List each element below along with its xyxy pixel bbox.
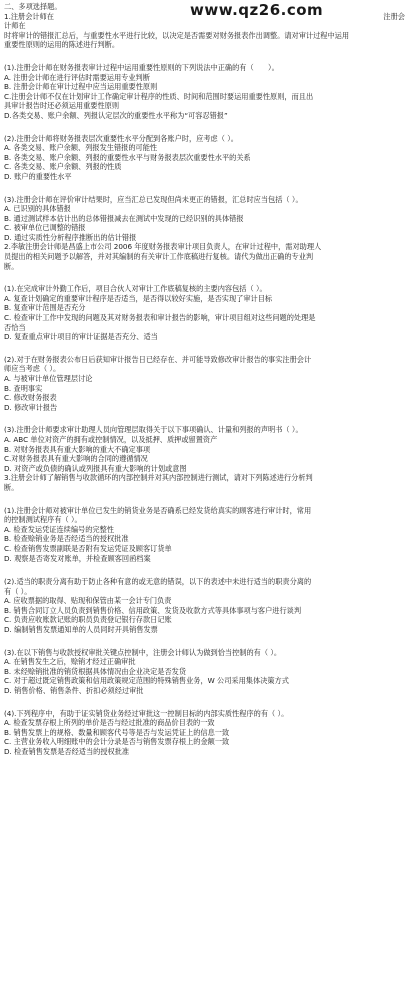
answer-option: B. 销售发票上的规格、数量和顾客代号等是否与发运凭证上的信息一致 — [4, 727, 230, 737]
answer-option: C. 主营业务收入明细账中的会计分录是否与销售发票存根上的金额一致 — [4, 737, 230, 747]
question-block — [0, 134, 409, 182]
answer-option: B. 未经赊销批准的销货根据具体情况由企业决定是否发货 — [4, 666, 187, 676]
section-title: 二、多项选择题。 — [4, 2, 62, 11]
question-block — [0, 355, 409, 413]
intro-right-text: 注册会 — [383, 11, 405, 21]
question-block — [0, 506, 409, 564]
answer-option: B. 注册会计师在审计过程中应当运用重要性原则 — [4, 82, 158, 92]
answer-option: B. 检查赊销业务是否经适当的授权批准 — [4, 534, 129, 544]
answer-option: B. 对财务报表具有重大影响的重大不确定事项 — [4, 444, 151, 454]
spacer — [0, 271, 409, 284]
question-stem: 的控制测试程序有（ ）。 — [4, 515, 82, 525]
question-stem: (4).下列程序中，有助于证实销货业务经过审批这一控制目标的内部实质性程序的有（ ）。 — [4, 708, 289, 718]
case-intro-line: 2.李敏注册会计师是昌盛上市公司 2006 年度财务报表审计项目负责人，在审计过程中，需对助理人 — [4, 242, 322, 252]
answer-option: A. 检查发票存根上所列的单价是否与经过批准的商品价目表的一致 — [4, 718, 215, 728]
question-stem: 师应当考虑（ ）。 — [4, 364, 61, 374]
spacer — [0, 412, 409, 425]
case-intro-line: 断。 — [4, 482, 19, 492]
answer-option: D. 复查重点审计项目的审计证据是否充分、适当 — [4, 332, 158, 342]
spacer — [0, 563, 409, 577]
document-body — [0, 2, 409, 757]
answer-option: D. 账户的重要性水平 — [4, 171, 72, 181]
answer-option: C. 修改财务报表 — [4, 393, 57, 403]
answer-option: A. 在销售发生之后，赊销才经过正确审批 — [4, 657, 136, 667]
question-block — [0, 284, 409, 342]
answer-option: C.对财务报表具有重大影响的合同的遵循情况 — [4, 454, 148, 464]
case-intro-line: 断。 — [4, 261, 19, 271]
answer-option: D. 观察是否寄发对账单，并检查顾客回函档案 — [4, 553, 151, 563]
spacer — [0, 342, 409, 355]
intro-line: 时将审计的错报汇总后，与重要性水平进行比较，以决定是否需要对财务报表作出调整。请对审计过程中运用 — [4, 30, 350, 40]
answer-option: D.各类交易、账户余额、列报认定层次的重要性水平称为“可容忍错报” — [4, 110, 228, 120]
intro-line: 1.注册会计师在 — [4, 11, 54, 21]
answer-option: B. 通过测试样本估计出的总体错报减去在测试中发现的已经识别的具体错报 — [4, 213, 244, 223]
spacer — [0, 50, 409, 63]
spacer — [0, 493, 409, 506]
answer-option: D. 通过实质性分析程序推断出的估计错报 — [4, 232, 137, 242]
case-intro-line: 3.注册会计师了解销售与收款循环的内部控制并对其内部控制进行测试，请对下列陈述进行分析判 — [4, 473, 313, 483]
answer-option: 具审计报告时还必须运用重要性原则 — [4, 101, 120, 111]
question-stem: (2).注册会计师将财务报表层次重要性水平分配到各账户时，应考虑（ ）。 — [4, 133, 238, 143]
question-block — [0, 648, 409, 696]
answer-option: A. 已识别的具体错报 — [4, 204, 71, 214]
answer-option: C. 对于超过既定销售政策和信用政策规定范围的特殊销售业务，W 公司采用集体决策方式 — [4, 676, 289, 686]
question-stem: (3).在以下销售与收款授权审批关键点控制中，注册会计师认为做到恰当控制的有（ ）。 — [4, 647, 282, 657]
site-watermark: www.qz26.com — [190, 1, 324, 19]
spacer — [0, 121, 409, 134]
answer-option: 否恰当 — [4, 322, 26, 332]
answer-option: A. 与被审计单位管理层讨论 — [4, 374, 93, 383]
question-block — [0, 709, 409, 757]
spacer — [0, 696, 409, 709]
answer-option: D. 编制销售发票通知单的人员同时开具销售发票 — [4, 625, 158, 635]
answer-option: A. 注册会计师在进行评估时需要运用专业判断 — [4, 72, 150, 82]
answer-option: D. 销售价格、销售条件、折扣必须经过审批 — [4, 686, 144, 696]
answer-option: C. 被审单位已调整的错报 — [4, 223, 86, 233]
answer-option: C. 负责应收账款记账的职员负责登记银行存款日记账 — [4, 615, 172, 625]
question-block — [0, 577, 409, 635]
answer-option: A. 应收票据的取得、贴现和保管由某一会计专门负责 — [4, 596, 172, 606]
answer-option: D. 检查销售发票是否经适当的授权批准 — [4, 747, 130, 756]
answer-option: C. 各类交易、账户余额、列报的性质 — [4, 162, 122, 172]
answer-option: B. 复查审计范围是否充分 — [4, 303, 86, 313]
question-stem: (2).对于在财务报表公布日后获知审计报告日已经存在、并可能导致修改审计报告的事实注册会计 — [4, 354, 312, 364]
spacer — [0, 635, 409, 648]
question-stem: 有（ ）。 — [4, 586, 32, 596]
answer-option: A. 复查计划确定的重要审计程序是否适当，是否得以较好实施，是否实现了审计目标 — [4, 293, 273, 303]
answer-option: C. 检查审计工作中发现的问题及其对财务报表和审计报告的影响，审计项目组对这些问题的处理是 — [4, 313, 316, 323]
intro-line: 计师在 注册会 — [4, 11, 405, 31]
question-block — [0, 63, 409, 121]
question-stem: (1).注册会计师对被审计单位已发生的销货业务是否确系已经发货给真实的顾客进行审计时，常用 — [4, 505, 312, 515]
answer-option: B. 各类交易、账户余额、列报的重要性水平与财务报表层次重要性水平的关系 — [4, 152, 251, 162]
question-stem: (1).在完成审计外勤工作后，项目合伙人对审计工作底稿复核的主要内容包括（ ）。 — [4, 284, 267, 294]
answer-option: B. 查明事实 — [4, 383, 43, 393]
answer-option: A. 检查发运凭证连续编号的完整性 — [4, 524, 114, 534]
answer-option: C. 检查销售发票副联是否附有发运凭证及顾客订货单 — [4, 543, 172, 553]
question-stem: (1).注册会计师在财务报表审计过程中运用重要性原则的下列说法中正确的有（ ）。 — [4, 62, 279, 72]
question-block — [0, 425, 409, 492]
case-intro-line: 员提出的相关问题予以解答，并对其编制的有关审计工作底稿进行复核。请代为做出正确的专业判 — [4, 252, 314, 262]
section-header — [0, 2, 409, 50]
answer-option: A. 各类交易、账户余额、列报发生错报的可能性 — [4, 143, 158, 153]
answer-option: B. 销售合同订立人员负责到销售价格、信用政策、发货及收款方式等具体事项与客户进行谈判 — [4, 605, 302, 615]
intro-line: 重要性原则的运用的陈述进行判断。 — [4, 40, 120, 50]
question-block — [0, 195, 409, 272]
answer-option: D. 修改审计报告 — [4, 402, 58, 412]
answer-option: C.注册会计师不仅在计划审计工作确定审计程序的性质、时间和范围时要运用重要性原则，而且出 — [4, 91, 314, 101]
question-stem: (2).适当的职责分离有助于防止各种有意的或无意的错误，以下的表述中未进行适当的职责分离的 — [4, 577, 312, 587]
answer-option: A. ABC 单位对资产的拥有或控制情况，以及抵押、质押或留置资产 — [4, 434, 218, 444]
spacer — [0, 182, 409, 195]
question-stem: (3).注册会计师在评价审计结果时，应当汇总已发现但尚未更正的错报，汇总时应当包括（ ）。 — [4, 194, 303, 204]
answer-option: D. 对资产或负债的确认或列报具有重大影响的计划或意图 — [4, 463, 187, 473]
question-stem: (3).注册会计师要求审计助理人员向管理层取得关于以下事项确认、计量和列报的声明书（ ）。 — [4, 425, 303, 435]
